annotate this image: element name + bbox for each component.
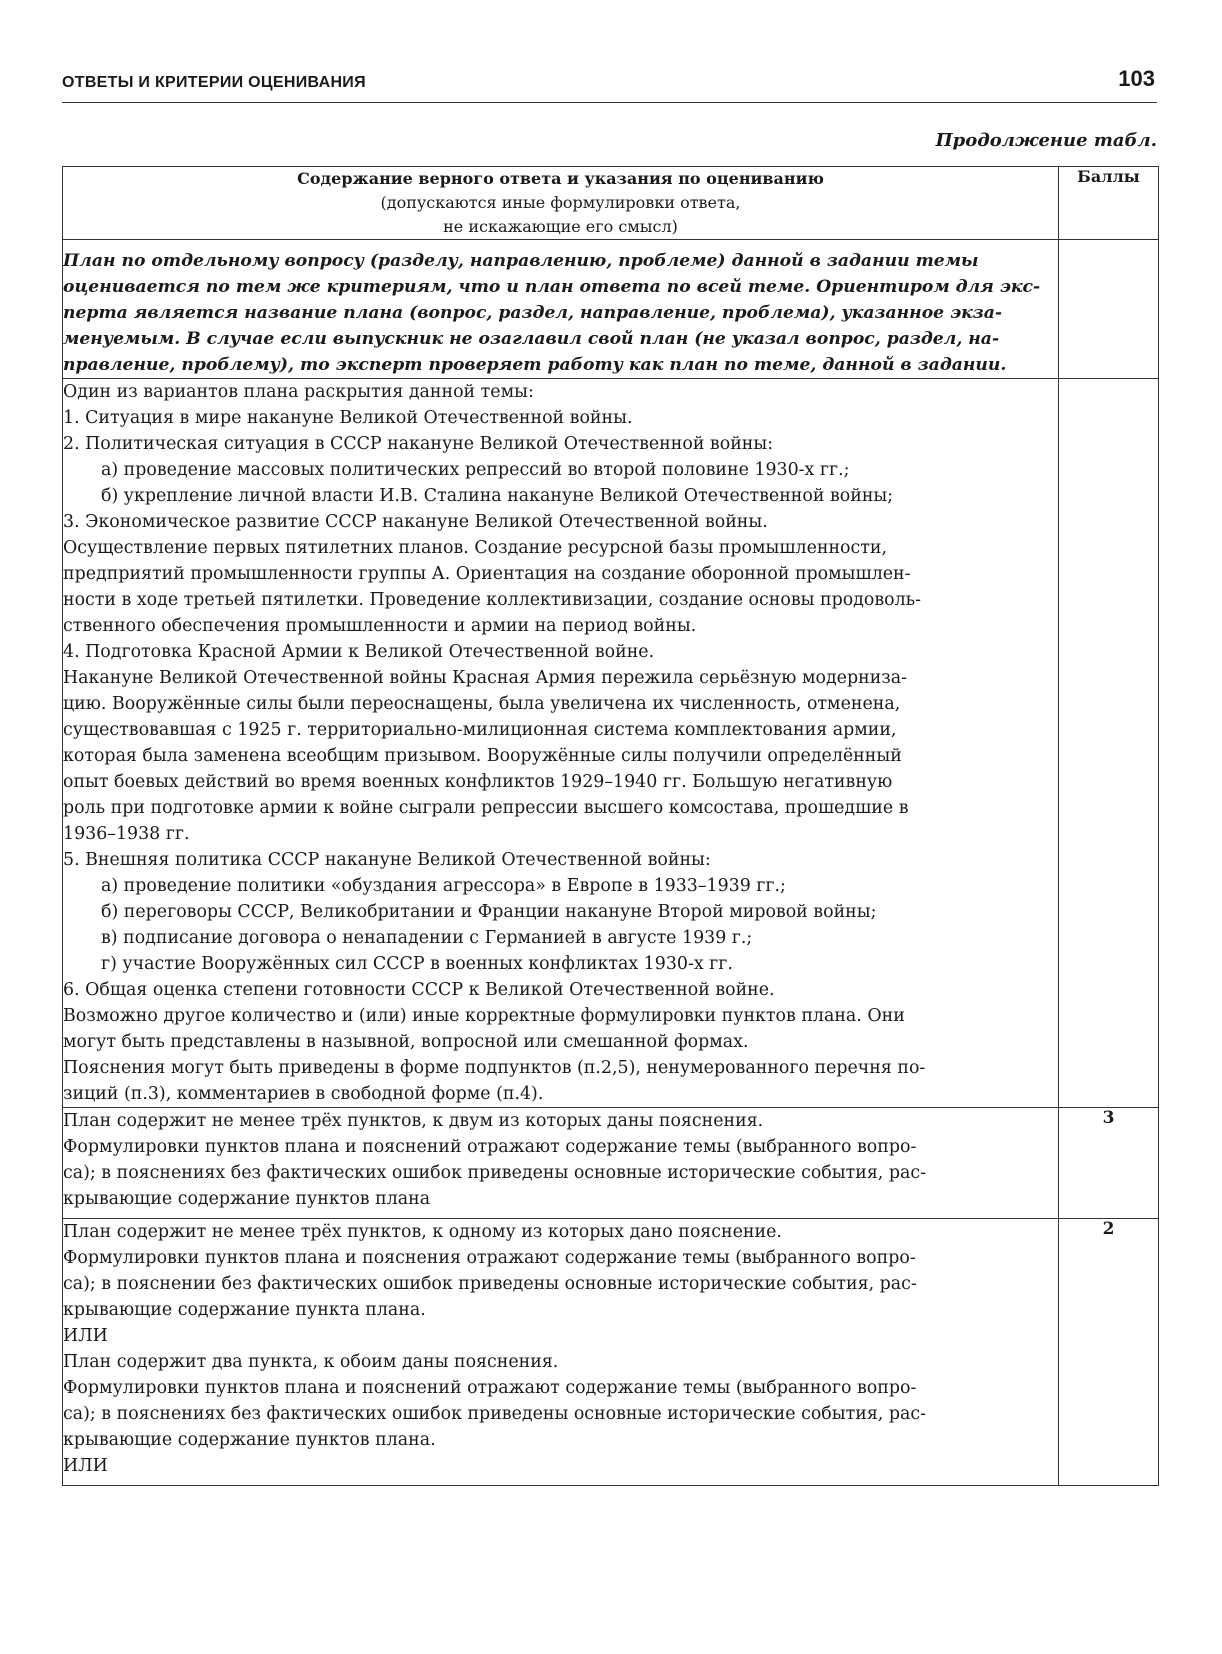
criterion-line: крывающие содержание пункта плана. [63,1300,426,1320]
plan-line: ственного обеспечения промышленности и армии на период войны. [63,616,697,636]
note-line: перта является название плана (вопрос, раздел, направление, проблема), указанное экза- [63,303,1003,323]
plan-subitem: г) участие Вооружённых сил СССР в военных конфликтах 1930-х гг. [101,954,733,974]
plan-line: Осуществление первых пятилетних планов. Создание ресурсной базы промышленности, [63,538,888,558]
table-header-row [63,167,1159,240]
plan-line: Накануне Великой Отечественной войны Красная Армия пережила серьёзную модерниза- [63,668,908,688]
plan-subitem: в) подписание договора о ненападении с Германией в августе 1939 г.; [101,928,753,948]
or-separator: ИЛИ [63,1456,108,1476]
criterion-line: са); в пояснениях без фактических ошибок приведены основные исторические события, рас- [63,1163,926,1183]
note-line: оценивается по тем же критериям, что и план ответа по всей теме. Ориентиром для экс- [63,277,1041,297]
criterion-row-2 [63,1219,1159,1486]
note-cell [63,240,1059,379]
plan-line: ности в ходе третьей пятилетки. Проведение коллективизации, создание основы продоволь- [63,590,922,610]
plan-subitem: а) проведение политики «обуздания агрессора» в Европе в 1933–1939 гг.; [101,876,786,896]
criterion-line: крывающие содержание пунктов плана. [63,1430,436,1450]
plan-line: 1. Ситуация в мире накануне Великой Отечественной войны. [63,408,633,428]
header-line: не искажающие его смысл) [443,217,678,236]
plan-line: цию. Вооружённые силы были переоснащены, была увеличена их численность, отменена, [63,694,901,714]
header-score-cell: Баллы [1059,167,1159,240]
criterion-line: План содержит не менее трёх пунктов, к одному из которых дано пояснение. [63,1222,782,1242]
plan-line: Возможно другое количество и (или) иные корректные формулировки пунктов плана. Они [63,1006,905,1026]
criterion-line: Формулировки пунктов плана и пояснений отражают содержание темы (выбранного вопро- [63,1378,917,1398]
plan-line: существовавшая с 1925 г. территориально-милиционная система комплектования армии, [63,720,897,740]
plan-line: 5. Внешняя политика СССР накануне Великой Отечественной войны: [63,850,711,870]
header-content-cell [63,167,1059,240]
note-line: правление, проблему), то эксперт проверяет работу как план по теме, данной в задании. [63,355,1007,375]
criterion-line: са); в пояснении без фактических ошибок приведены основные исторические события, рас- [63,1274,917,1294]
header-line: (допускаются иные формулировки ответа, [380,193,741,212]
plan-line: зиций (п.3), комментариев в свободной форме (п.4). [63,1084,544,1104]
continuation-note: Продолжение табл. [935,130,1157,151]
plan-score-cell [1059,379,1159,1108]
plan-line: Один из вариантов плана раскрытия данной темы: [63,382,534,402]
score-value: 3 [1059,1108,1159,1219]
note-line: План по отдельному вопросу (разделу, направлению, проблеме) данной в задании темы [63,251,979,271]
criterion-cell [63,1219,1059,1486]
criterion-cell [63,1108,1059,1219]
header-line: Содержание верного ответа и указания по оцениванию [297,169,824,188]
plan-cell [63,379,1059,1108]
plan-line: Пояснения могут быть приведены в форме подпунктов (п.2,5), ненумерованного перечня по- [63,1058,926,1078]
plan-line: предприятий промышленности группы А. Ориентация на создание оборонной промышлен- [63,564,911,584]
note-row [63,240,1159,379]
note-score-cell [1059,240,1159,379]
plan-line: опыт боевых действий во время военных конфликтов 1929–1940 гг. Большую негативную [63,772,893,792]
plan-row [63,379,1159,1108]
criterion-line: План содержит не менее трёх пунктов, к двум из которых даны пояснения. [63,1111,764,1131]
section-title: ОТВЕТЫ И КРИТЕРИИ ОЦЕНИВАНИЯ [62,74,366,91]
plan-subitem: а) проведение массовых политических репрессий во второй половине 1930-х гг.; [101,460,850,480]
criterion-row-3 [63,1108,1159,1219]
criterion-line: Формулировки пунктов плана и пояснения отражают содержание темы (выбранного вопро- [63,1248,916,1268]
plan-subitem: б) переговоры СССР, Великобритании и Франции накануне Второй мировой войны; [101,902,877,922]
page-number: 103 [1118,66,1155,91]
criterion-line: План содержит два пункта, к обоим даны пояснения. [63,1352,559,1372]
plan-subitem: б) укрепление личной власти И.В. Сталина накануне Великой Отечественной войны; [101,486,894,506]
note-line: менуемым. В случае если выпускник не озаглавил свой план (не указал вопрос, раздел, на- [63,329,1000,349]
score-value: 2 [1059,1219,1159,1486]
criterion-line: крывающие содержание пунктов плана [63,1189,431,1209]
plan-line: 2. Политическая ситуация в СССР накануне Великой Отечественной войны: [63,434,774,454]
criterion-line: са); в пояснениях без фактических ошибок приведены основные исторические события, рас- [63,1404,926,1424]
plan-line: 4. Подготовка Красной Армии к Великой Отечественной войне. [63,642,655,662]
plan-line: 6. Общая оценка степени готовности СССР к Великой Отечественной войне. [63,980,775,1000]
plan-line: могут быть представлены в назывной, вопросной или смешанной формах. [63,1032,749,1052]
running-head [62,66,1157,103]
or-separator: ИЛИ [63,1326,108,1346]
criterion-line: Формулировки пунктов плана и пояснений отражают содержание темы (выбранного вопро- [63,1137,917,1157]
plan-line: которая была заменена всеобщим призывом. Вооружённые силы получили определённый [63,746,902,766]
criteria-table [62,166,1159,1486]
plan-line: 3. Экономическое развитие СССР накануне Великой Отечественной войны. [63,512,768,532]
plan-line: роль при подготовке армии к войне сыграли репрессии высшего комсостава, прошедшие в [63,798,909,818]
plan-line: 1936–1938 гг. [63,824,190,844]
